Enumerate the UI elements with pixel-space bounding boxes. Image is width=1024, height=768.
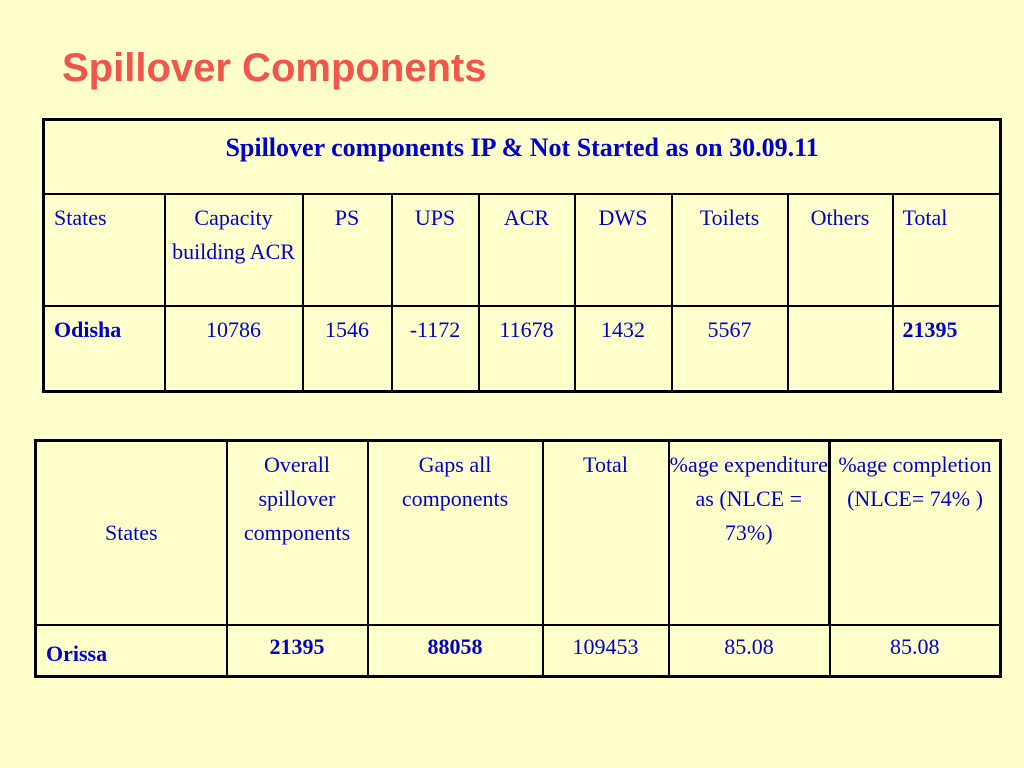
cell-gaps-all-components: 88058 bbox=[368, 625, 543, 677]
table-header-row bbox=[36, 441, 1001, 625]
header-capacity-building-acr: Capacity building ACR bbox=[165, 194, 303, 306]
cell-state: Orissa bbox=[36, 625, 227, 677]
cell-expenditure-percent: 85.08 bbox=[669, 625, 830, 677]
header-completion-percent: %age completion (NLCE= 74% ) bbox=[830, 441, 1001, 625]
cell-ps: 1546 bbox=[303, 306, 392, 392]
header-dws: DWS bbox=[575, 194, 672, 306]
cell-state: Odisha bbox=[44, 306, 165, 392]
header-overall-spillover: Overall spillover components bbox=[227, 441, 368, 625]
header-gaps-all-components: Gaps all components bbox=[368, 441, 543, 625]
cell-total: 109453 bbox=[543, 625, 669, 677]
spillover-ip-not-started-table bbox=[42, 118, 1002, 393]
table-row bbox=[44, 306, 1001, 392]
cell-completion-percent: 85.08 bbox=[830, 625, 1001, 677]
cell-overall-spillover: 21395 bbox=[227, 625, 368, 677]
slide-title: Spillover Components bbox=[62, 46, 487, 90]
header-states: States bbox=[44, 194, 165, 306]
cell-toilets: 5567 bbox=[672, 306, 788, 392]
cell-others bbox=[788, 306, 893, 392]
spillover-summary-table bbox=[34, 439, 1002, 678]
cell-dws: 1432 bbox=[575, 306, 672, 392]
header-expenditure-percent: %age expenditure as (NLCE = 73%) bbox=[669, 441, 830, 625]
cell-total: 21395 bbox=[893, 306, 1001, 392]
cell-capacity-building-acr: 10786 bbox=[165, 306, 303, 392]
header-ps: PS bbox=[303, 194, 392, 306]
header-acr: ACR bbox=[479, 194, 575, 306]
table-header-row bbox=[44, 194, 1001, 306]
cell-ups: -1172 bbox=[392, 306, 479, 392]
table-caption: Spillover components IP & Not Started as on 30.09.11 bbox=[44, 120, 1001, 194]
header-states: States bbox=[36, 441, 227, 625]
header-ups: UPS bbox=[392, 194, 479, 306]
table-row bbox=[36, 625, 1001, 677]
header-total: Total bbox=[893, 194, 1001, 306]
header-others: Others bbox=[788, 194, 893, 306]
cell-acr: 11678 bbox=[479, 306, 575, 392]
header-toilets: Toilets bbox=[672, 194, 788, 306]
header-total: Total bbox=[543, 441, 669, 625]
